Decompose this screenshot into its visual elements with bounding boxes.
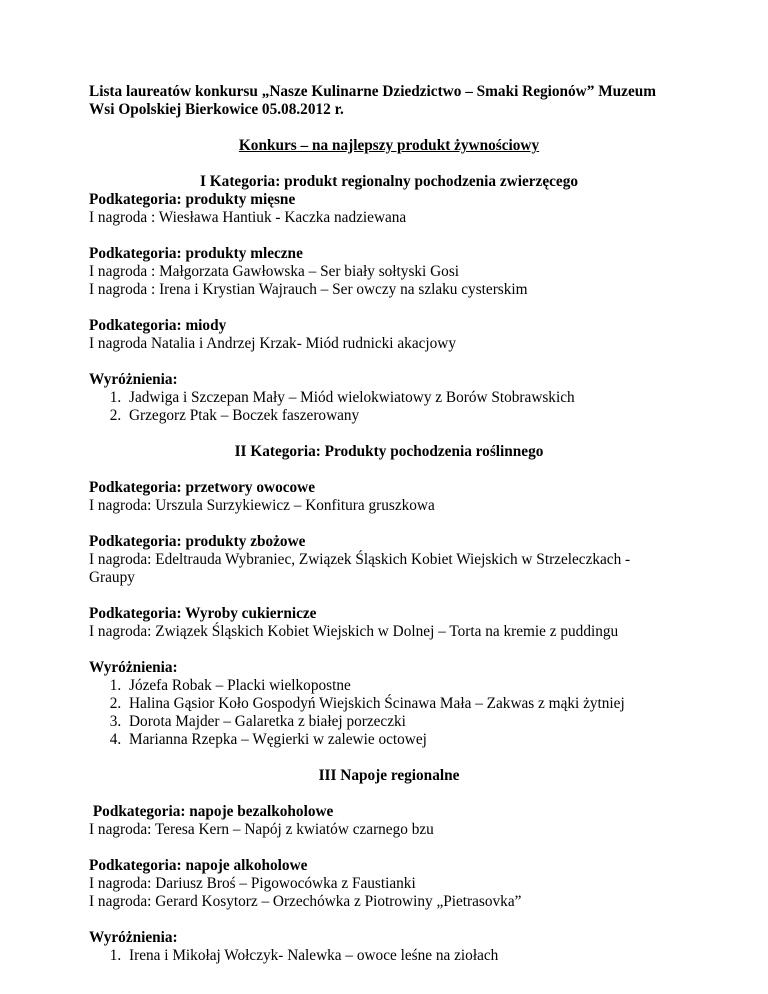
contest-heading-text: Konkurs – na najlepszy produkt żywnościowy — [238, 137, 540, 154]
category-1-heading: I Kategoria: produkt regionalny pochodzenia zwierzęcego — [200, 173, 578, 190]
category-3-heading: III Napoje regionalne — [318, 767, 460, 784]
list-item: 4. Marianna Rzepka – Węgierki w zalewie octowej — [125, 731, 689, 749]
cat2-distinctions-list — [89, 677, 689, 749]
contest-heading — [89, 137, 689, 155]
cat2-subcategory-grain: Podkategoria: produkty zbożowe — [89, 533, 306, 550]
cat3-subcategory-non-alcoholic: Podkategoria: napoje bezalkoholowe — [89, 803, 334, 820]
cat1-distinctions-label: Wyróżnienia: — [89, 371, 178, 388]
cat3-non-alcoholic-award-1: I nagroda: Teresa Kern – Napój z kwiatów czarnego bzu — [89, 821, 434, 838]
list-item: 1. Irena i Mikołaj Wołczyk- Nalewka – owoce leśne na ziołach — [125, 947, 689, 965]
document-page — [89, 83, 689, 965]
list-item: 2. Grzegorz Ptak – Boczek faszerowany — [125, 407, 689, 425]
cat1-meat-award-1: I nagroda : Wiesława Hantiuk - Kaczka nadziewana — [89, 209, 407, 226]
cat1-subcategory-honey: Podkategoria: miody — [89, 317, 227, 334]
list-item: 1. Józefa Robak – Placki wielkopostne — [125, 677, 689, 695]
list-item: 1. Jadwiga i Szczepan Mały – Miód wielokwiatowy z Borów Stobrawskich — [125, 389, 689, 407]
cat2-subcategory-confectionery: Podkategoria: Wyroby cukiernicze — [89, 605, 317, 622]
cat1-honey-award-1: I nagroda Natalia i Andrzej Krzak- Miód rudnicki akacjowy — [89, 335, 456, 352]
cat1-dairy-award-1: I nagroda : Małgorzata Gawłowska – Ser biały sołtyski Gosi — [89, 263, 460, 280]
document-title-line-2: Wsi Opolskiej Bierkowice 05.08.2012 r. — [89, 101, 344, 118]
cat2-confectionery-award-1: I nagroda: Związek Śląskich Kobiet Wiejskich w Dolnej – Torta na kremie z puddingu — [89, 623, 619, 640]
cat2-distinctions-label: Wyróżnienia: — [89, 659, 178, 676]
list-item: 2. Halina Gąsior Koło Gospodyń Wiejskich Ścinawa Mała – Zakwas z mąki żytniej — [125, 695, 689, 713]
cat3-subcategory-alcoholic: Podkategoria: napoje alkoholowe — [89, 857, 308, 874]
cat2-fruit-award-1: I nagroda: Urszula Surzykiewicz – Konfitura gruszkowa — [89, 497, 435, 514]
cat3-distinctions-label: Wyróżnienia: — [89, 929, 178, 946]
cat3-distinctions-list — [89, 947, 689, 965]
cat1-subcategory-dairy: Podkategoria: produkty mleczne — [89, 245, 303, 262]
cat2-grain-award-1: I nagroda: Edeltrauda Wybraniec, Związek Śląskich Kobiet Wiejskich w Strzeleczkach - — [89, 551, 631, 568]
category-2-heading: II Kategoria: Produkty pochodzenia roślinnego — [234, 443, 544, 460]
cat2-grain-award-1-cont: Graupy — [89, 569, 135, 586]
cat2-subcategory-fruit: Podkategoria: przetwory owocowe — [89, 479, 315, 496]
cat3-alcoholic-award-2: I nagroda: Gerard Kosytorz – Orzechówka z Piotrowiny „Pietrasovka” — [89, 893, 522, 910]
list-item: 3. Dorota Majder – Galaretka z białej porzeczki — [125, 713, 689, 731]
cat1-distinctions-list — [89, 389, 689, 425]
cat1-dairy-award-2: I nagroda : Irena i Krystian Wajrauch – Ser owczy na szlaku cysterskim — [89, 281, 528, 298]
cat3-alcoholic-award-1: I nagroda: Dariusz Broś – Pigowocówka z Faustianki — [89, 875, 416, 892]
document-title-line-1: Lista laureatów konkursu „Nasze Kulinarne Dziedzictwo – Smaki Regionów” Muzeum — [89, 83, 656, 100]
cat1-subcategory-meat: Podkategoria: produkty mięsne — [89, 191, 296, 208]
